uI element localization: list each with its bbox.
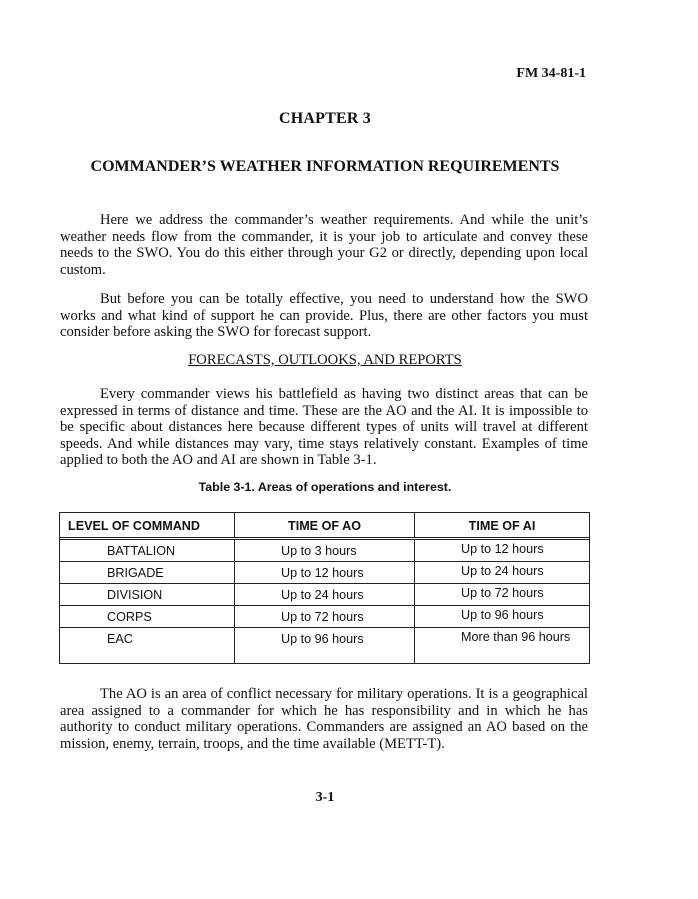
areas-table: [59, 512, 590, 664]
table-cell: BRIGADE: [60, 562, 235, 583]
table-header-cell: TIME OF AO: [235, 513, 415, 537]
table-cell: More than 96 hours: [461, 630, 571, 644]
paragraph: The AO is an area of conflict necessary for military operations. It is a geographical area assigned to a commander for which he has responsibility and in which he has authority to conduct military operations. Commanders are assigned an AO based on the mission, enemy, terrain, troops, and the time available (METT-T).: [60, 686, 588, 752]
table-cell: Up to 96 hours: [235, 628, 415, 663]
chapter-number: CHAPTER 3: [278, 110, 372, 127]
section-heading: FORECASTS, OUTLOOKS, AND REPORTS: [188, 352, 462, 368]
table-header-cell: TIME OF AI: [468, 519, 536, 533]
table-caption: Table 3-1. Areas of operations and interest.: [198, 480, 452, 494]
table-row: [60, 606, 589, 628]
table-cell: Up to 24 hours: [461, 564, 544, 578]
paragraph: Here we address the commander’s weather requirements. And while the unit’s weather needs flow from the commander, it is your job to articulate and convey these needs to the SWO. You do this either through your G2 or directly, depending upon local custom.: [60, 212, 588, 278]
table-cell: Up to 12 hours: [461, 542, 544, 556]
table-cell: Up to 24 hours: [235, 584, 415, 605]
page-number: 3-1: [315, 790, 335, 805]
table-cell: Up to 96 hours: [461, 608, 544, 622]
table-cell: BATTALION: [60, 540, 235, 561]
chapter-title: COMMANDER’S WEATHER INFORMATION REQUIREMENTS: [90, 158, 560, 175]
table-cell: DIVISION: [60, 584, 235, 605]
table-cell: Up to 12 hours: [235, 562, 415, 583]
paragraph: But before you can be totally effective, you need to understand how the SWO works and what kind of support he can provide. Plus, there are other factors you must consider before asking the SWO for forecast support.: [60, 291, 588, 341]
table-cell: Up to 72 hours: [461, 586, 544, 600]
table-header-cell: LEVEL OF COMMAND: [60, 513, 235, 537]
table-cell: EAC: [60, 628, 235, 663]
table-cell: Up to 72 hours: [235, 606, 415, 627]
paragraph: Every commander views his battlefield as having two distinct areas that can be expressed in terms of distance and time. These are the AO and the AI. It is impossible to be specific about distances here because different types of units will travel at different speeds. And while distances may vary, time stays relatively constant. Examples of time applied to both the AO and AI are shown in Table 3-1.: [60, 386, 588, 469]
table-row: [60, 628, 589, 663]
table-row: [60, 540, 589, 562]
table-row: [60, 584, 589, 606]
table-header-row: [60, 513, 589, 540]
table-cell: CORPS: [60, 606, 235, 627]
table-cell: Up to 3 hours: [235, 540, 415, 561]
table-row: [60, 562, 589, 584]
document-id: FM 34-81-1: [516, 66, 586, 81]
